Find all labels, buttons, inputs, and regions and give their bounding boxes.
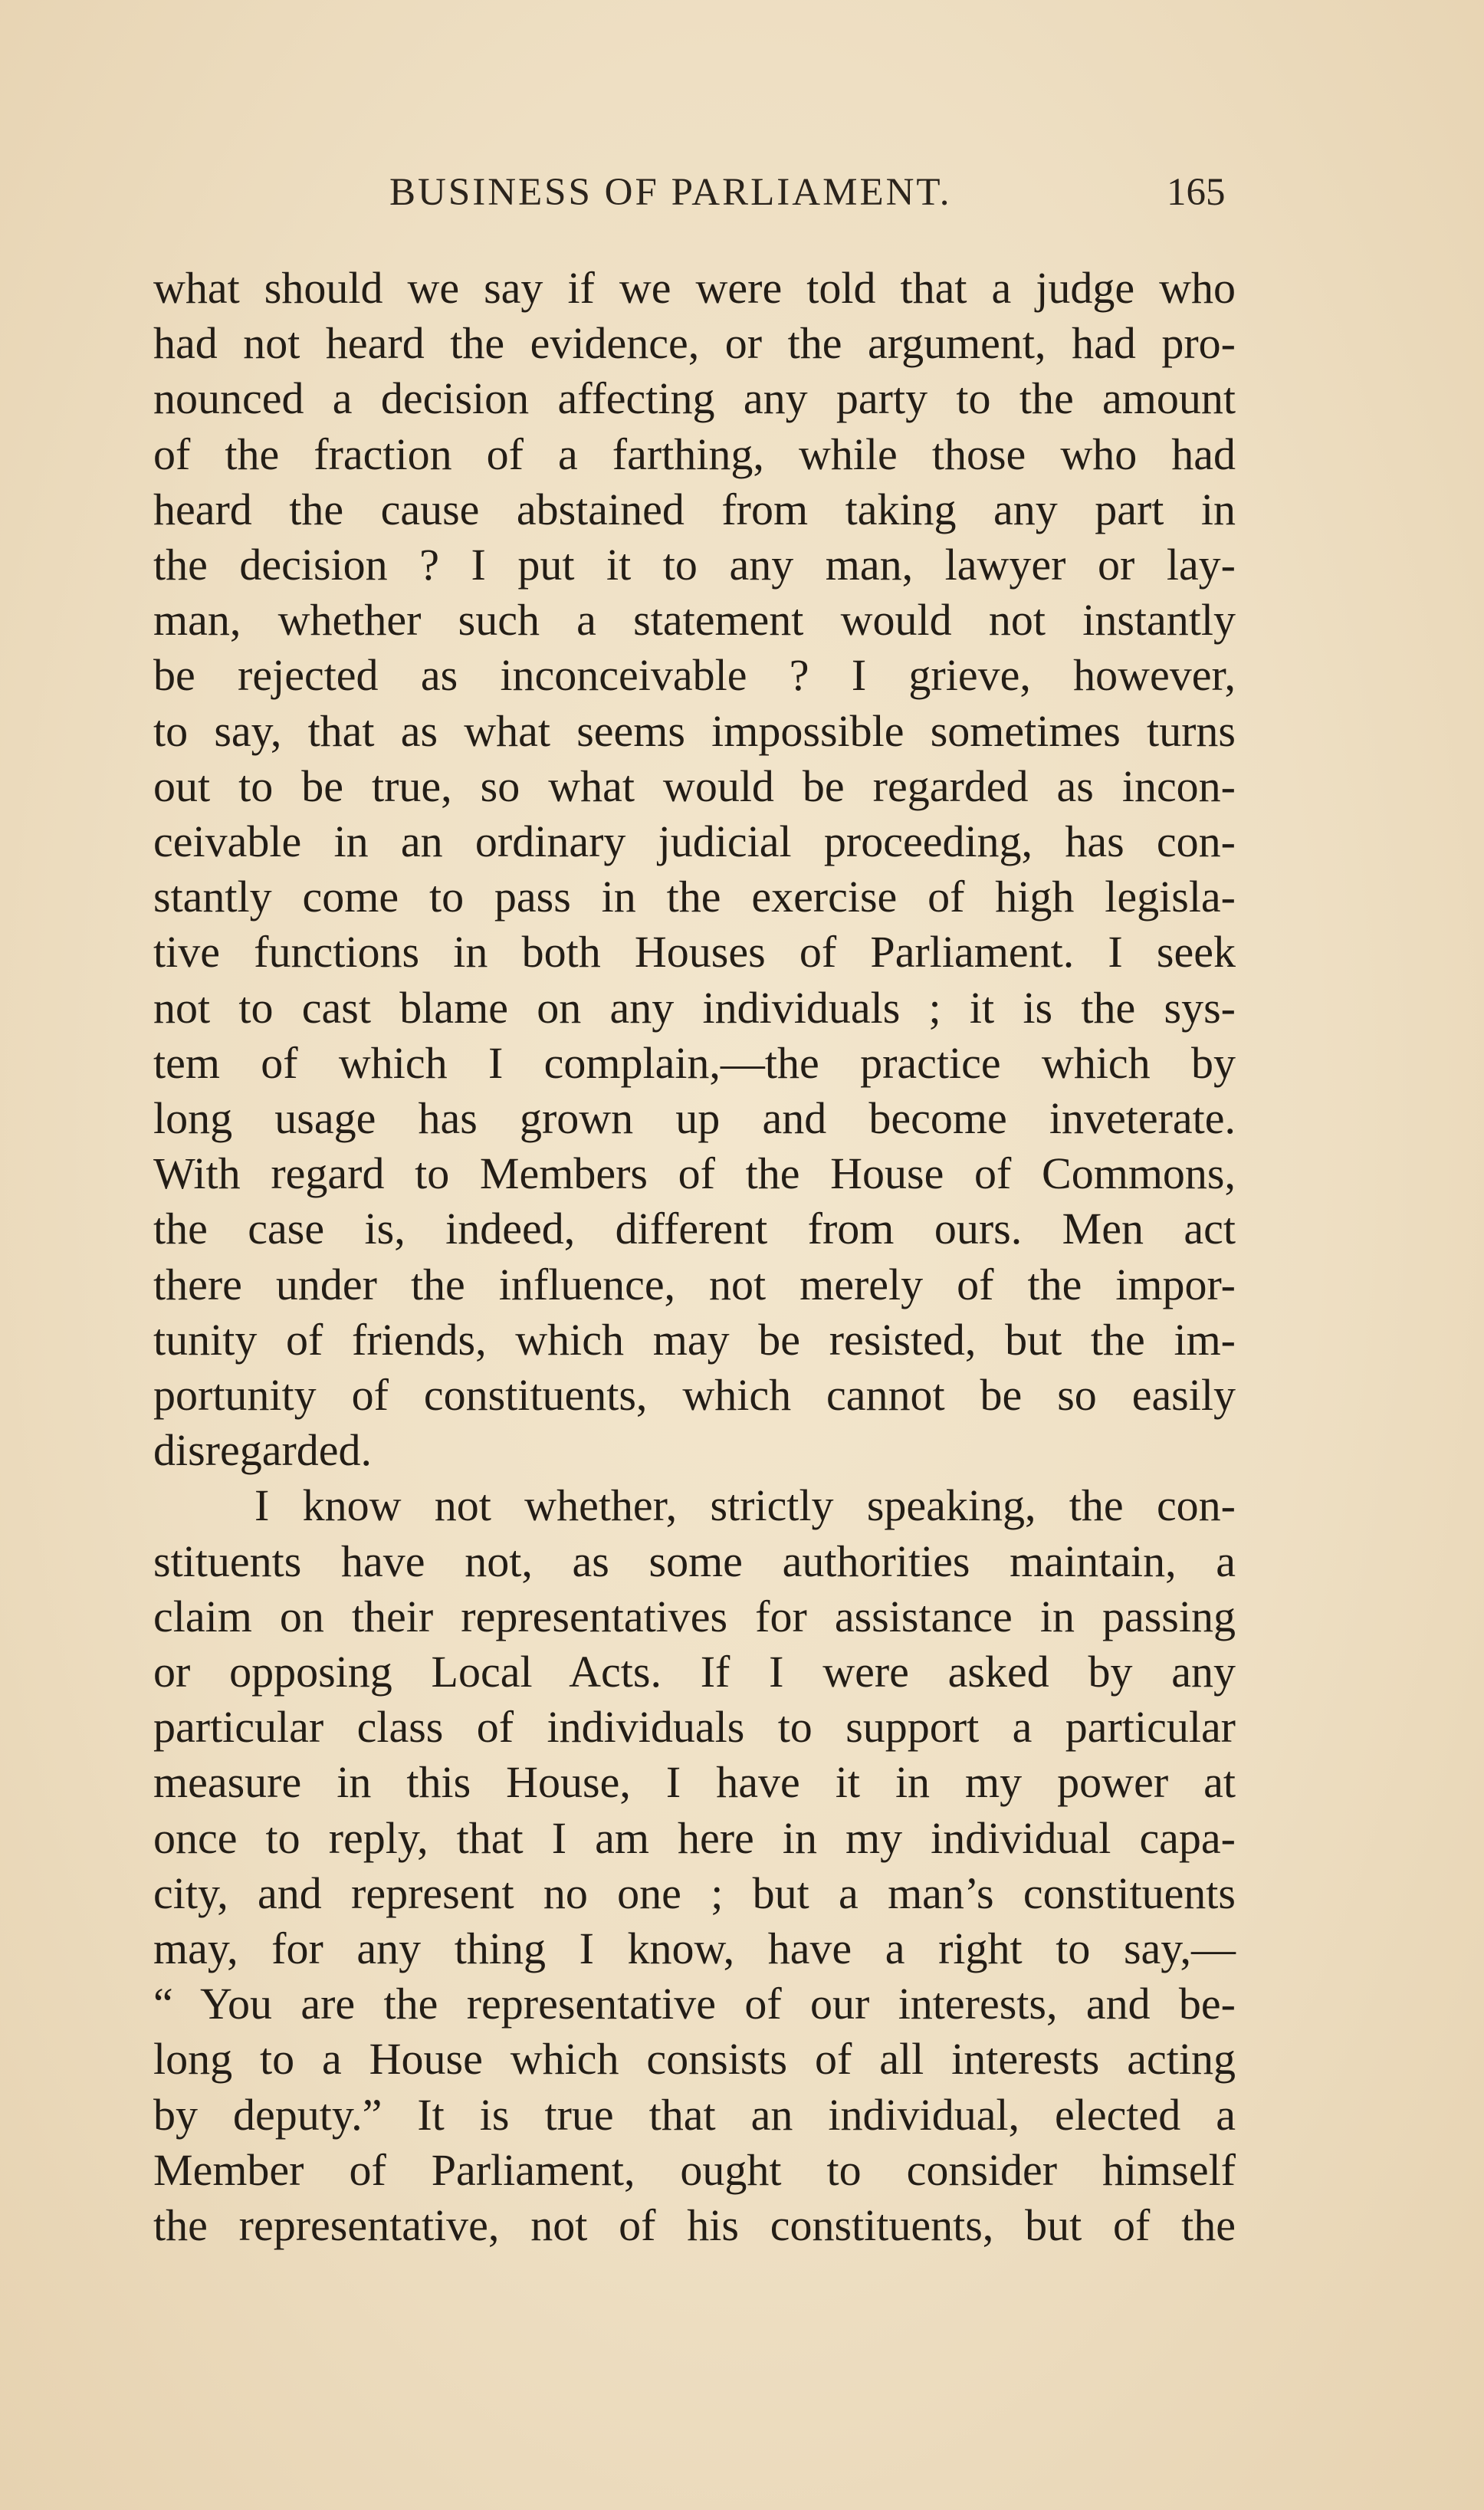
text-line: city, and represent no one ; but a man’s constituents bbox=[153, 1868, 1236, 1918]
text-line: to say, that as what seems impossible sometimes turns bbox=[153, 706, 1236, 756]
text-line: particular class of individuals to support a particular bbox=[153, 1702, 1236, 1752]
page-number: 165 bbox=[1167, 171, 1226, 214]
text-line: by deputy.” It is true that an individual, elected a bbox=[153, 2090, 1236, 2140]
text-line: be rejected as inconceivable ? I grieve, however, bbox=[153, 650, 1236, 700]
text-line: the case is, indeed, different from ours. Men act bbox=[153, 1204, 1236, 1253]
text-line: portunity of constituents, which cannot be so easily bbox=[153, 1370, 1236, 1420]
text-line: tem of which I complain,—the practice which by bbox=[153, 1038, 1236, 1088]
text-line: stantly come to pass in the exercise of high legisla- bbox=[153, 872, 1236, 922]
text-line: heard the cause abstained from taking any part in bbox=[153, 485, 1236, 534]
text-line: may, for any thing I know, have a right to say,— bbox=[153, 1924, 1236, 1973]
text-line: what should we say if we were told that a judge who bbox=[153, 263, 1236, 313]
text-line: measure in this House, I have it in my power at bbox=[153, 1757, 1236, 1807]
text-line: had not heard the evidence, or the argument, had pro- bbox=[153, 318, 1236, 368]
text-line: I know not whether, strictly speaking, the con- bbox=[254, 1480, 1236, 1530]
text-line: out to be true, so what would be regarded as incon- bbox=[153, 761, 1236, 811]
text-line: ceivable in an ordinary judicial proceeding, has con- bbox=[153, 816, 1236, 866]
text-line: once to reply, that I am here in my individual capa- bbox=[153, 1813, 1236, 1863]
running-head-title: BUSINESS OF PARLIAMENT. bbox=[389, 171, 952, 214]
text-line: Member of Parliament, ought to consider himself bbox=[153, 2145, 1236, 2195]
text-line: the decision ? I put it to any man, lawyer or lay- bbox=[153, 540, 1236, 590]
text-line: the representative, not of his constituents, but of the bbox=[153, 2200, 1236, 2250]
text-line: stituents have not, as some authorities maintain, a bbox=[153, 1536, 1236, 1586]
text-line: disregarded. bbox=[153, 1425, 373, 1475]
text-line: claim on their representatives for assistance in passing bbox=[153, 1592, 1236, 1641]
text-line: man, whether such a statement would not instantly bbox=[153, 595, 1236, 645]
text-line: tive functions in both Houses of Parliament. I seek bbox=[153, 927, 1236, 977]
text-line: tunity of friends, which may be resisted, but the im- bbox=[153, 1315, 1236, 1365]
text-line: not to cast blame on any individuals ; it is the sys- bbox=[153, 983, 1236, 1033]
text-line: of the fraction of a farthing, while those who had bbox=[153, 429, 1236, 479]
text-line: long to a House which consists of all interests acting bbox=[153, 2034, 1236, 2084]
text-line: With regard to Members of the House of Commons, bbox=[153, 1148, 1236, 1198]
text-line: or opposing Local Acts. If I were asked by any bbox=[153, 1647, 1236, 1697]
text-line: “ You are the representative of our interests, and be- bbox=[153, 1979, 1236, 2029]
text-line: long usage has grown up and become inveterate. bbox=[153, 1093, 1236, 1143]
text-line: nounced a decision affecting any party to the amount bbox=[153, 373, 1236, 423]
text-line: there under the influence, not merely of the impor- bbox=[153, 1260, 1236, 1309]
